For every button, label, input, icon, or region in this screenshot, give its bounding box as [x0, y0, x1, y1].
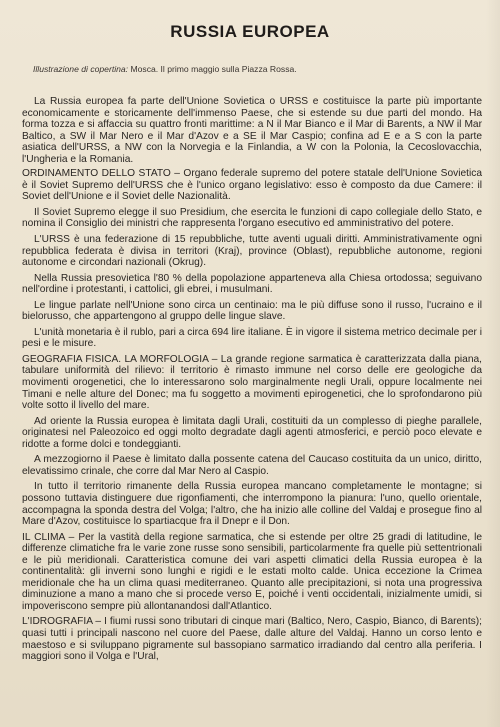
article-body	[22, 96, 482, 667]
paragraph-moneta: L'unità monetaria è il rublo, pari a circa 694 lire italiane. È in vigore il sistema metrico decimale per i pesi e le misure.	[22, 326, 482, 350]
paragraph-lingue: Le lingue parlate nell'Unione sono circa un centinaio: ma le più diffuse sono il russo, l'ucraino e il bielorusso, che appartengono al gruppo delle lingue slave.	[22, 299, 482, 323]
cover-caption	[33, 64, 473, 74]
caption-label: Illustrazione di copertina:	[33, 64, 129, 74]
paragraph-urali: Ad oriente la Russia europea è limitata dagli Urali, costituiti da un complesso di pieghe parallele, originatesi nel Paleozoico ed oggi molto degradate dagli agenti atmosferici, e perciò poco elevate e ridotte a forme dolci e tondeggianti.	[22, 415, 482, 450]
paragraph-religione: Nella Russia presovietica l'80 % della popolazione apparteneva alla Chiesa ortodossa; seguivano nell'ordine i protestanti, i cattolici, gli ebrei, i musulmani.	[22, 272, 482, 296]
page-edge-shadow	[486, 0, 500, 727]
paragraph-soviet-supremo: Il Soviet Supremo elegge il suo Presidium, che esercita le funzioni di capo collegiale dello Stato, e nomina il Consiglio dei ministri che rappresenta l'organo esecutivo ed amministrativo del potere.	[22, 206, 482, 230]
paragraph-ordinamento: ORDINAMENTO DELLO STATO – Organo federale supremo del potere statale dell'Unione Sovietica è il Soviet Supremo dell'URSS che è l'unico organo legislativo: esso è composto da due Camere: il Soviet dell'Unione e il Soviet delle Nazionalità.	[22, 168, 482, 203]
paragraph-intro: La Russia europea fa parte dell'Unione Sovietica o URSS e costituisce la parte più importante economicamente e storicamente dell'immenso Paese, che si estende su due parti del mondo. Ha forma tozza e si affaccia su quattro fronti marittime: a N il Mar Bianco e il Mar di Barents, a NW il Mar Baltico, a SW il Mar Nero e il Mar d'Azov e a SE il Mar Caspio; confina ad E e a S con la parte asiatica dell'URSS, a NW con la Norvegia e la Finlandia, a W con la Polonia, la Cecoslovacchia, l'Ungheria e la Romania.	[22, 96, 482, 165]
paragraph-geografia-fisica: GEOGRAFIA FISICA. LA MORFOLOGIA – La grande regione sarmatica è caratterizzata dalla piana, tabulare uniformità del rilievo: il territorio è rimasto immune nel corso delle ere geologiche da movimenti orogenetici, che lo interessarono solo marginalmente negli Urali, oppure localmente nei Timani e nelle alture del Donec; ma fu soggetto a movimenti epirogenetici, che lo sprofondarono più volte sotto il livello del mare.	[22, 353, 482, 412]
paragraph-caucaso: A mezzogiorno il Paese è limitato dalla possente catena del Caucaso costituita da un unico, diritto, elevatissimo crinale, che corre dal Mar Nero al Caspio.	[22, 454, 482, 477]
paragraph-pianura: In tutto il territorio rimanente della Russia europea mancano completamente le montagne; si possono tuttavia distinguere due rigonfiamenti, che interrompono la pianura: l'uno, quello orientale, accompagna la sponda destra del Volga; l'altro, che ha inizio alle colline del Valdaj e prosegue fino al Mare d'Azov, costituisce lo spartiacque fra il Dnepr e il Don.	[22, 481, 482, 528]
paragraph-clima: IL CLIMA – Per la vastità della regione sarmatica, che si estende per oltre 25 gradi di latitudine, le differenze climatiche fra le varie zone russe sono sensibili, particolarmente fra quelle più settentrionali e le più meridionali. Caratteristica comune dei vari aspetti climatici della Russia europea è la continentalità: gli inverni sono lunghi e rigidi e le estati molto calde. Unica eccezione la Crimea meridionale che ha un clima quasi mediterraneo. Quanto alle precipitazioni, si nota una progressiva diminuzione a mano a mano che si procede verso E, poiché i venti occidentali, inizialmente umidi, si impoveriscono sempre più allontanandosi dall'Atlantico.	[22, 531, 482, 612]
paragraph-idrografia: L'IDROGRAFIA – I fiumi russi sono tributari di cinque mari (Baltico, Nero, Caspio, Bianco, di Barents); quasi tutti i principali nascono nel cuore del Paese, dalle alture del Valdaj. Hanno un corso lento e maestoso e si sviluppano pigramente sul bassopiano sarmatico irradiando dal centro alla periferia. I maggiori sono il Volga e l'Ural,	[22, 616, 482, 663]
page-title: RUSSIA EUROPEA	[170, 22, 330, 41]
caption-text: Mosca. Il primo maggio sulla Piazza Rossa.	[130, 64, 297, 74]
paragraph-federazione: L'URSS è una federazione di 15 repubbliche, tutte aventi uguali diritti. Amministrativamente ogni repubblica federata è divisa in territori (Kraj), province (Oblast), repubbliche autonome, regioni autonome e circondari nazionali (Okrug).	[22, 234, 482, 269]
